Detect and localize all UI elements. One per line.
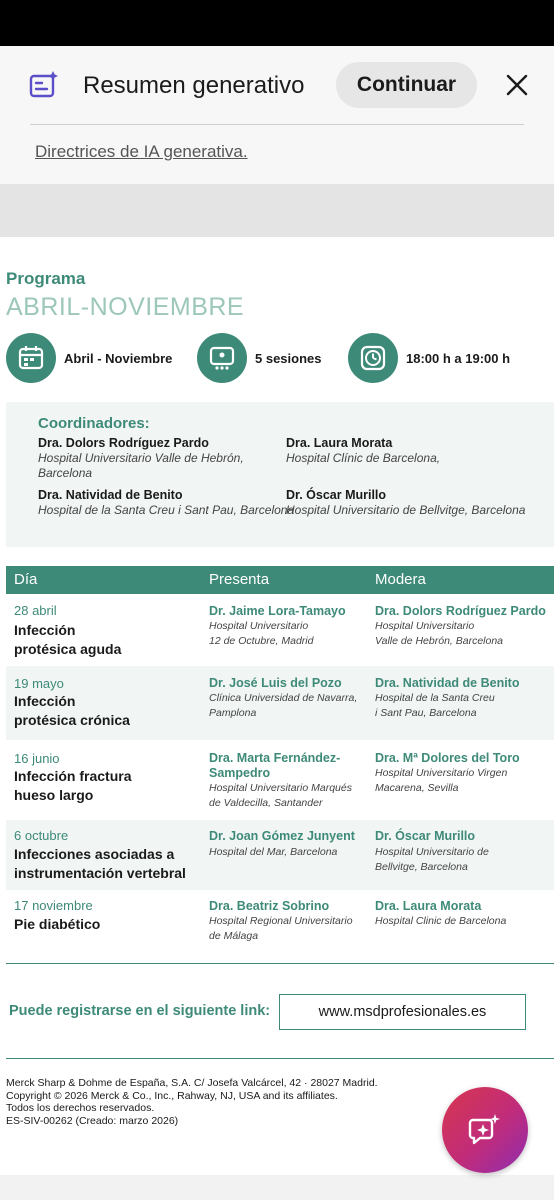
ai-summary-icon	[28, 70, 60, 102]
coordinator-item	[38, 488, 298, 518]
presenter-institution: Hospital del Mar, Barcelona	[209, 846, 338, 858]
section-divider	[6, 963, 554, 964]
coordinator-institution: Hospital de la Santa Creu i Sant Pau, Barcelona	[38, 503, 295, 517]
ai-chat-sparkle-icon	[465, 1110, 505, 1150]
session-date: 28 abril	[14, 603, 57, 618]
session-date: 16 junio	[14, 751, 60, 766]
presenter-institution: Hospital Universitario Marqués de Valdecilla, Santander	[209, 782, 352, 809]
document-gap	[0, 184, 554, 237]
ai-assistant-button[interactable]	[442, 1087, 528, 1173]
info-time	[348, 333, 510, 383]
registration-label: Puede registrarse en el siguiente link:	[9, 1003, 271, 1019]
moderator-institution: Hospital Universitario Valle de Hebrón, Barcelona	[375, 620, 504, 647]
clock-icon	[348, 333, 398, 383]
generative-summary-panel	[0, 46, 554, 184]
session-date: 6 octubre	[14, 828, 69, 843]
calendar-icon	[6, 333, 56, 383]
moderator-institution: Hospital de la Santa Creu i Sant Pau, Barcelona	[375, 692, 495, 719]
presenter-name: Dr. Jaime Lora-Tamayo	[209, 604, 346, 618]
header-day: Día	[14, 571, 38, 588]
moderator-name: Dra. Laura Morata	[375, 899, 482, 913]
info-dates-text: Abril - Noviembre	[64, 350, 173, 366]
coordinators-box	[6, 402, 554, 547]
coordinator-name: Dra. Laura Morata	[286, 436, 393, 450]
session-topic: Infección fractura hueso largo	[14, 768, 132, 803]
info-time-text: 18:00 h a 19:00 h	[406, 350, 511, 366]
moderator-name: Dr. Óscar Murillo	[375, 829, 476, 843]
table-row	[6, 890, 554, 962]
table-row	[6, 740, 554, 820]
coordinator-name: Dr. Óscar Murillo	[286, 488, 387, 502]
presenter-institution: Hospital Universitario 12 de Octubre, Madrid	[209, 620, 314, 647]
session-date: 17 noviembre	[14, 898, 93, 913]
footer-line: Merck Sharp & Dohme de España, S.A. C/ Josefa Valcárcel, 42 · 28027 Madrid.	[6, 1077, 378, 1089]
schedule-table-header	[6, 566, 554, 594]
panel-divider	[30, 124, 524, 125]
presenter-institution: Clínica Universidad de Navarra, Pamplona	[209, 692, 358, 719]
coordinator-name: Dra. Natividad de Benito	[38, 488, 183, 502]
coordinator-item	[286, 488, 546, 518]
info-sessions	[197, 333, 322, 383]
coordinator-item	[38, 436, 298, 481]
continue-button[interactable]: Continuar	[336, 62, 477, 108]
info-sessions-text: 5 sesiones	[255, 350, 322, 366]
coordinator-name: Dra. Dolors Rodríguez Pardo	[38, 436, 209, 450]
table-row	[6, 666, 554, 740]
presenter-name: Dra. Beatriz Sobrino	[209, 899, 330, 913]
section-divider	[6, 1058, 554, 1059]
footer-line: ES-SIV-00262 (Creado: marzo 2026)	[6, 1114, 179, 1127]
ai-guidelines-link[interactable]: Directrices de IA generativa.	[35, 142, 248, 161]
presenter-name: Dr. Joan Gómez Junyent	[209, 829, 355, 843]
footer-line: Todos los derechos reservados.	[6, 1102, 155, 1114]
header-moderator: Modera	[375, 571, 426, 588]
moderator-name: Dra. Mª Dolores del Toro	[375, 751, 520, 765]
moderator-name: Dra. Dolors Rodríguez Pardo	[375, 604, 546, 618]
info-dates	[6, 333, 172, 383]
session-topic: Infección protésica aguda	[14, 622, 122, 657]
status-bar	[0, 0, 554, 46]
moderator-institution: Hospital Clinic de Barcelona	[375, 915, 507, 927]
table-row	[6, 594, 554, 666]
coordinator-institution: Hospital Universitario de Bellvitge, Barcelona	[286, 503, 526, 517]
program-range: ABRIL-NOVIEMBRE	[6, 293, 245, 321]
screen-sessions-icon	[197, 333, 247, 383]
coordinator-institution: Hospital Clínic de Barcelona,	[286, 451, 441, 465]
coordinator-institution: Hospital Universitario Valle de Hebrón, Barcelona	[38, 451, 244, 480]
presenter-name: Dr. José Luis del Pozo	[209, 676, 342, 690]
session-topic: Infección protésica crónica	[14, 693, 130, 728]
generative-summary-title: Resumen generativo	[83, 72, 305, 99]
program-label: Programa	[6, 269, 86, 288]
footer-legal	[6, 1077, 426, 1127]
bottom-strip	[0, 1175, 554, 1200]
session-topic: Infecciones asociadas a instrumentación vertebral	[14, 846, 186, 881]
presenter-name: Dra. Marta Fernández-Sampedro	[209, 751, 341, 780]
session-topic: Pie diabético	[14, 916, 101, 932]
moderator-institution: Hospital Universitario Virgen Macarena, Sevilla	[375, 767, 508, 794]
header-presenter: Presenta	[209, 571, 270, 588]
coordinators-title: Coordinadores:	[38, 415, 150, 432]
footer-line: Copyright © 2026 Merck & Co., Inc., Rahway, NJ, USA and its affiliates.	[6, 1089, 338, 1102]
coordinator-item	[286, 436, 546, 466]
registration-link[interactable]: www.msdprofesionales.es	[279, 994, 526, 1030]
moderator-name: Dra. Natividad de Benito	[375, 676, 520, 690]
session-date: 19 mayo	[14, 676, 64, 691]
table-row	[6, 820, 554, 890]
close-icon[interactable]	[502, 70, 532, 100]
presenter-institution: Hospital Regional Universitario de Málaga	[209, 915, 353, 942]
moderator-institution: Hospital Universitario de Bellvitge, Barcelona	[375, 846, 489, 873]
